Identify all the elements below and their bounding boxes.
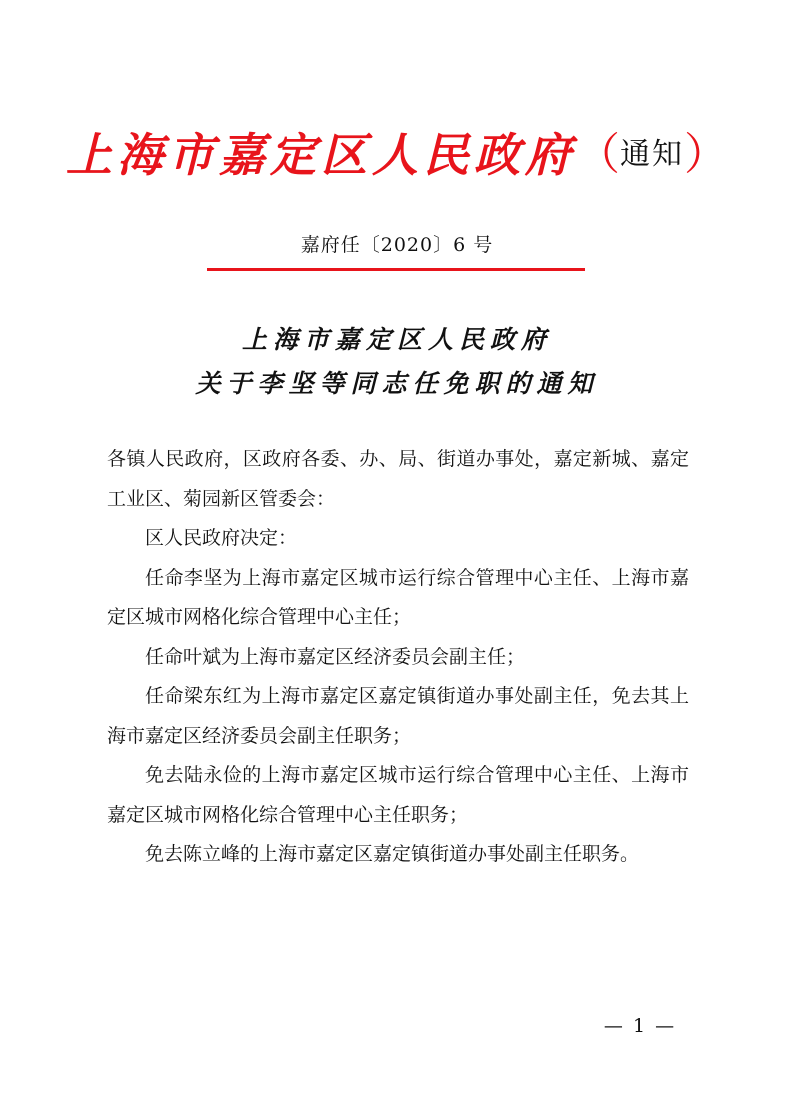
page-number: — 1 — <box>603 1015 677 1037</box>
masthead-close-paren: ） <box>684 129 728 180</box>
masthead-issuer: 上海市嘉定区人民政府 <box>66 128 576 182</box>
red-separator-line <box>207 268 585 271</box>
title-line-1: 上海市嘉定区人民政府 <box>241 325 552 354</box>
paragraph-removal-lu-yongjian: 免去陆永俭的上海市嘉定区城市运行综合管理中心主任、上海市嘉定区城市网格化综合管理中心主任职务； <box>107 764 689 826</box>
paragraph-appointment-li-jian: 任命李坚为上海市嘉定区城市运行综合管理中心主任、上海市嘉定区城市网格化综合管理中心主任； <box>107 566 689 628</box>
paragraph-decision: 区人民政府决定： <box>145 527 298 549</box>
title-line-2: 关于李坚等同志任免职的通知 <box>195 369 599 398</box>
paragraph-appointment-ye-bin: 任命叶斌为上海市嘉定区经济委员会副主任； <box>145 645 526 668</box>
salutation: 各镇人民政府，区政府各委、办、局、街道办事处，嘉定新城、嘉定工业区、菊园新区管委会： <box>107 448 689 510</box>
masthead <box>0 128 794 182</box>
masthead-document-type: 通知 <box>620 137 684 172</box>
document-body <box>107 440 689 875</box>
masthead-open-paren: （ <box>576 129 620 180</box>
document-title <box>0 318 794 406</box>
paragraph-appointment-liang-donghong: 任命梁东红为上海市嘉定区嘉定镇街道办事处副主任，免去其上海市嘉定区经济委员会副主任职务； <box>107 685 689 747</box>
document-number: 嘉府任〔2020〕6 号 <box>300 234 494 256</box>
paragraph-removal-chen-lifeng: 免去陈立峰的上海市嘉定区嘉定镇街道办事处副主任职务。 <box>145 843 640 865</box>
